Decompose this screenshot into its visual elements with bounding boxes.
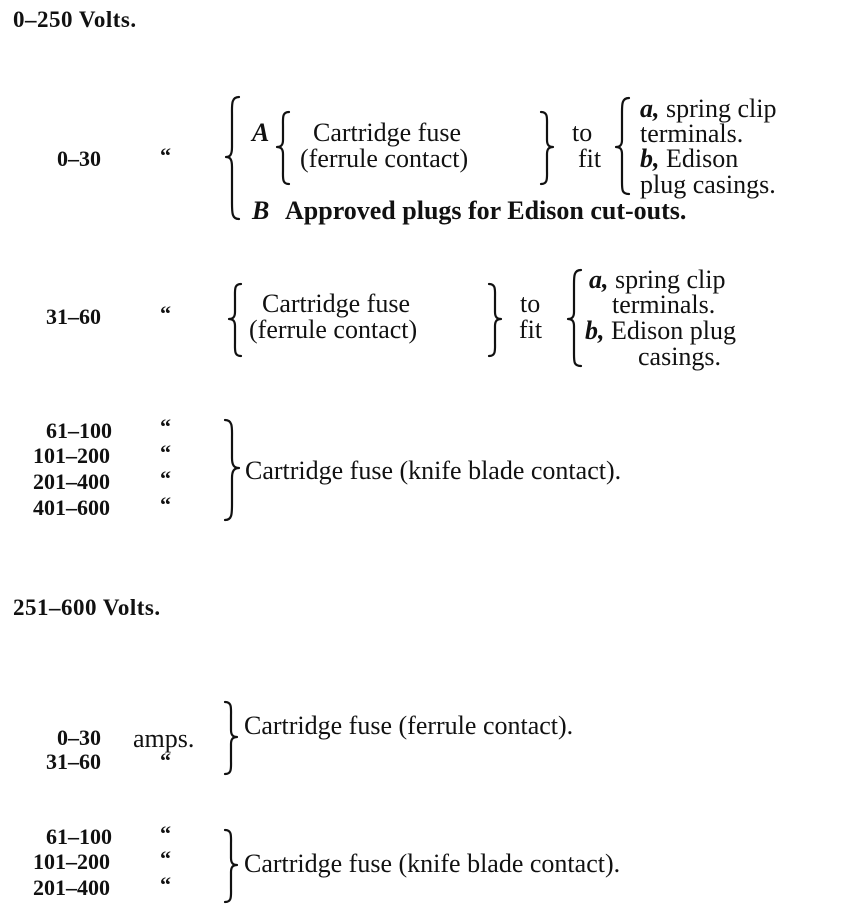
to-label: to: [520, 289, 541, 318]
ranges-right-brace: [222, 700, 240, 776]
fuse-right-brace: [538, 110, 554, 186]
ditto-mark: “: [160, 414, 171, 439]
ranges-right-brace: [222, 828, 240, 904]
ditto-mark: “: [160, 748, 171, 773]
fuse-description: Cartridge fuse (knife blade contact).: [245, 456, 622, 485]
option-b-label: B: [252, 196, 270, 225]
ditto-mark: “: [160, 872, 171, 897]
amperage-range: 0–30: [57, 725, 101, 750]
ditto-mark: “: [160, 846, 171, 871]
to-label: to: [572, 118, 593, 147]
ditto-mark: “: [160, 440, 171, 465]
fuse-description: Cartridge fuse (ferrule contact).: [244, 711, 574, 740]
option-a-label: A: [252, 118, 270, 147]
ditto-mark: “: [160, 143, 171, 168]
terminal-option-b: b, Edison plug: [585, 316, 736, 345]
amperage-range: 0–30: [57, 146, 101, 171]
fuse-description-line2: (ferrule contact): [300, 144, 469, 173]
big-left-brace: [225, 95, 245, 225]
amperage-range: 31–60: [46, 304, 101, 329]
amperage-range: 101–200: [33, 849, 110, 874]
amperage-range: 31–60: [46, 749, 101, 774]
fuse-right-brace: [486, 282, 502, 358]
fuse-description-line1: Cartridge fuse: [313, 118, 462, 147]
ditto-mark: “: [160, 492, 171, 517]
terminal-options-brace: [614, 96, 632, 196]
fit-label: fit: [519, 315, 543, 344]
ranges-right-brace: [222, 418, 242, 524]
ditto-mark: “: [160, 821, 171, 846]
terminal-option-b-line2: casings.: [638, 342, 722, 371]
section-heading-251-600-volts: 251–600 Volts.: [13, 595, 161, 620]
amperage-range: 401–600: [33, 495, 110, 520]
terminal-option-a-line2: terminals.: [640, 119, 744, 148]
terminal-option-a: a, spring clip: [640, 94, 777, 123]
amperage-range: 201–400: [33, 875, 110, 900]
amperage-range: 61–100: [46, 418, 112, 443]
fit-label: fit: [578, 144, 602, 173]
ditto-mark: “: [160, 301, 171, 326]
fuse-description-line1: Cartridge fuse: [262, 289, 411, 318]
terminal-option-b: b, Edison: [640, 144, 739, 173]
section-heading-0-250-volts: 0–250 Volts.: [13, 7, 137, 32]
terminal-option-a: a, spring clip: [589, 265, 726, 294]
fuse-description-line2: (ferrule contact): [249, 315, 418, 344]
terminal-options-brace: [566, 268, 584, 368]
terminal-option-b-line2: plug casings.: [640, 170, 776, 199]
fuse-left-brace: [228, 282, 244, 358]
unit-label: amps.: [133, 724, 195, 753]
fuse-left-brace: [276, 110, 292, 186]
option-b-description: Approved plugs for Edison cut-outs.: [285, 196, 687, 225]
ditto-mark: “: [160, 466, 171, 491]
amperage-range: 201–400: [33, 469, 110, 494]
terminal-option-a-line2: terminals.: [612, 290, 716, 319]
amperage-range: 61–100: [46, 824, 112, 849]
fuse-description: Cartridge fuse (knife blade contact).: [244, 849, 621, 878]
amperage-range: 101–200: [33, 443, 110, 468]
